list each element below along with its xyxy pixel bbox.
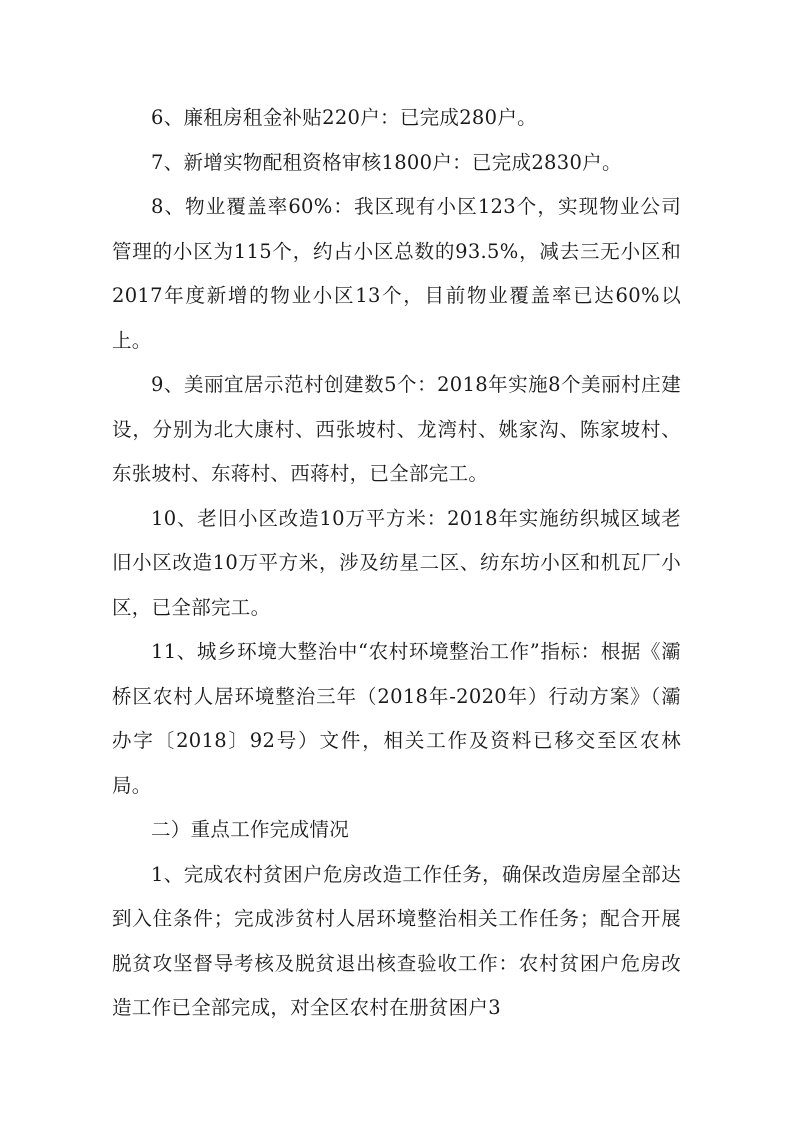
paragraph-item-7: 7、新增实物配租资格审核1800户：已完成2830户。	[151, 150, 622, 174]
paragraph-item-11: 11、城乡环境大整治中“农村环境整治工作”指标：根据《灞桥区农村人居环境整治三年（2018年-2020年）行动方案》（灞办字〔2018〕92号）文件，相关工作及资料已移交至区农林局。	[112, 640, 681, 797]
paragraph-item-9: 9、美丽宜居示范村创建数5个：2018年实施8个美丽村庄建设，分别为北大康村、西张坡村、龙湾村、姚家沟、陈家坡村、东张坡村、东蒋村、西蒋村，已全部完工。	[112, 373, 681, 485]
paragraph-item-10: 10、老旧小区改造10万平方米：2018年实施纺织城区域老旧小区改造10万平方米，涉及纺星二区、纺东坊小区和机瓦厂小区，已全部完工。	[112, 506, 681, 619]
section-heading: 二）重点工作完成情况	[151, 818, 350, 841]
paragraph-item-8: 8、物业覆盖率60%：我区现有小区123个，实现物业公司管理的小区为115个，约占小区总数的93.5%，减去三无小区和2017年度新增的物业小区13个，目前物业覆盖率已达60%以上。	[112, 195, 681, 352]
paragraph-key-work-1: 1、完成农村贫困户危房改造工作任务，确保改造房屋全部达到入住条件；完成涉贫村人居环境整治相关工作任务；配合开展脱贫攻坚督导考核及脱贫退出核查验收工作：农村贫困户危房改造工作已全部完成，对全区农村在册贫困户3	[112, 862, 681, 1019]
paragraph-item-6: 6、廉租房租金补贴220户：已完成280户。	[151, 106, 537, 129]
